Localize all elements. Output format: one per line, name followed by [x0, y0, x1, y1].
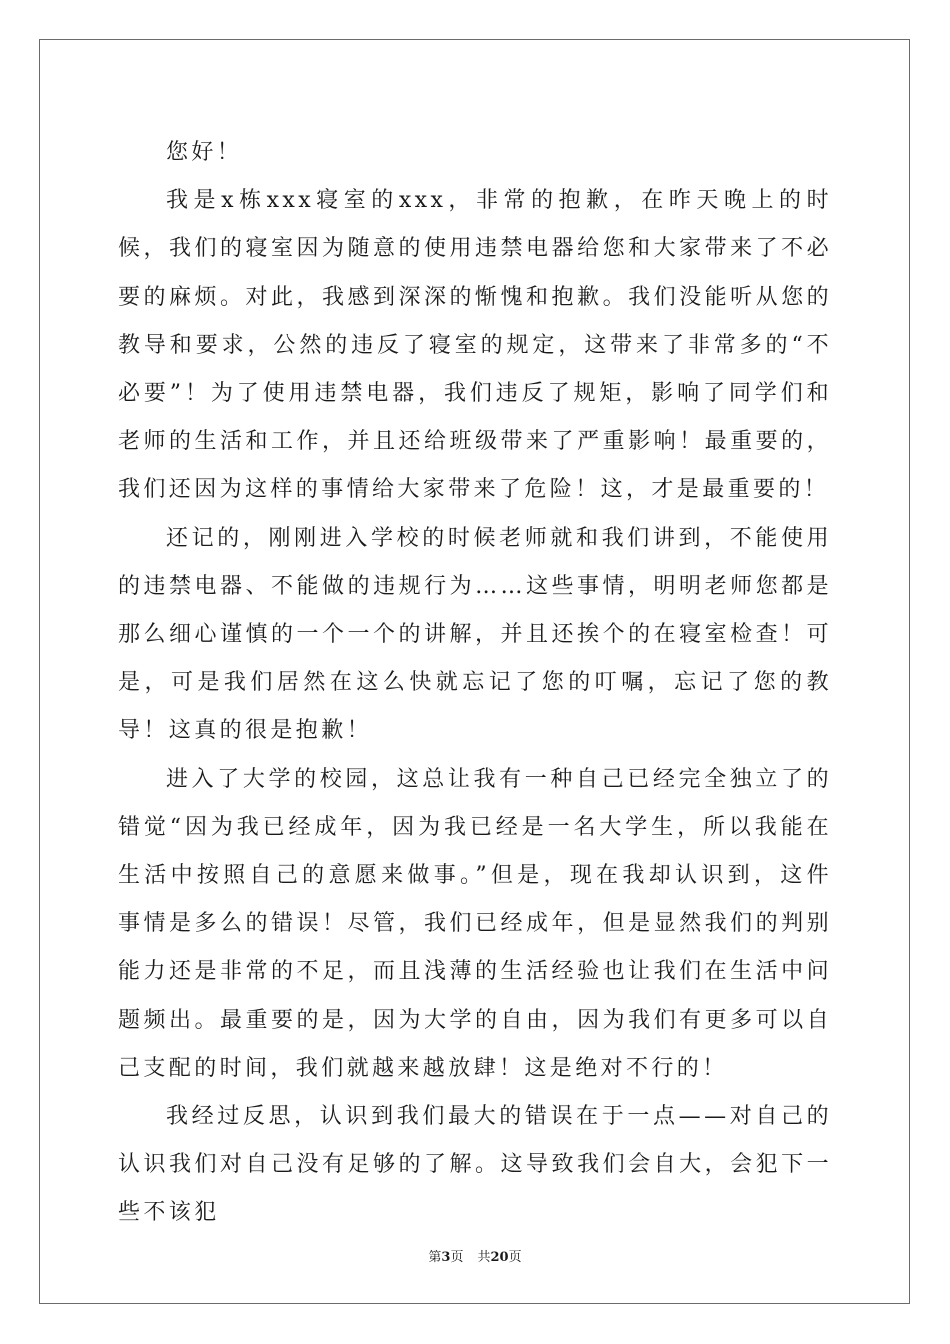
paragraph-4: 我经过反思，认识到我们最大的错误在于一点——对自己的认识我们对自己没有足够的了解。这导致我们会自大，会犯下一些不该犯: [118, 1104, 832, 1226]
total-unit: 页: [508, 1250, 522, 1265]
paragraph-1: 我是x栋xxx寝室的xxx，非常的抱歉，在昨天晚上的时候，我们的寝室因为随意的使用违禁电器给您和大家带来了不必要的麻烦。对此，我感到深深的惭愧和抱歉。我们没能听从您的教导和要求，公然的违反了寝室的规定，这带来了非常多的“不必要”！为了使用违禁电器，我们违反了规矩，影响了同学们和老师的生活和工作，并且还给班级带来了严重影响！最重要的，我们还因为这样的事情给大家带来了危险！这，才是最重要的！: [118, 188, 832, 503]
total-prefix: 共: [477, 1250, 491, 1265]
page-prefix: 第: [428, 1250, 442, 1265]
document-body: [118, 129, 832, 1238]
page-footer: [0, 1246, 950, 1265]
paragraph-2: 还记的，刚刚进入学校的时候老师就和我们讲到，不能使用的违禁电器、不能做的违规行为……这些事情，明明老师您都是那么细心谨慎的一个一个的讲解，并且还挨个的在寝室检查！可是，可是我们居然在这么快就忘记了您的叮嘱，忘记了您的教导！这真的很是抱歉！: [118, 525, 832, 744]
page-unit: 页: [450, 1250, 464, 1265]
greeting: 您好！: [166, 140, 243, 165]
page-number: [428, 1246, 463, 1265]
current-page: 3: [441, 1250, 451, 1265]
paragraph-3: 进入了大学的校园，这总让我有一种自己已经完全独立了的错觉“因为我已经成年，因为我已经是一名大学生，所以我能在生活中按照自己的意愿来做事。”但是，现在我却认识到，这件事情是多么的错误！尽管，我们已经成年，但是显然我们的判别能力还是非常的不足，而且浅薄的生活经验也让我们在生活中问题频出。最重要的是，因为大学的自由，因为我们有更多可以自己支配的时间，我们就越来越放肆！这是绝对不行的！: [118, 766, 832, 1081]
total-pages: 20: [490, 1250, 509, 1265]
page-total: [477, 1246, 521, 1265]
